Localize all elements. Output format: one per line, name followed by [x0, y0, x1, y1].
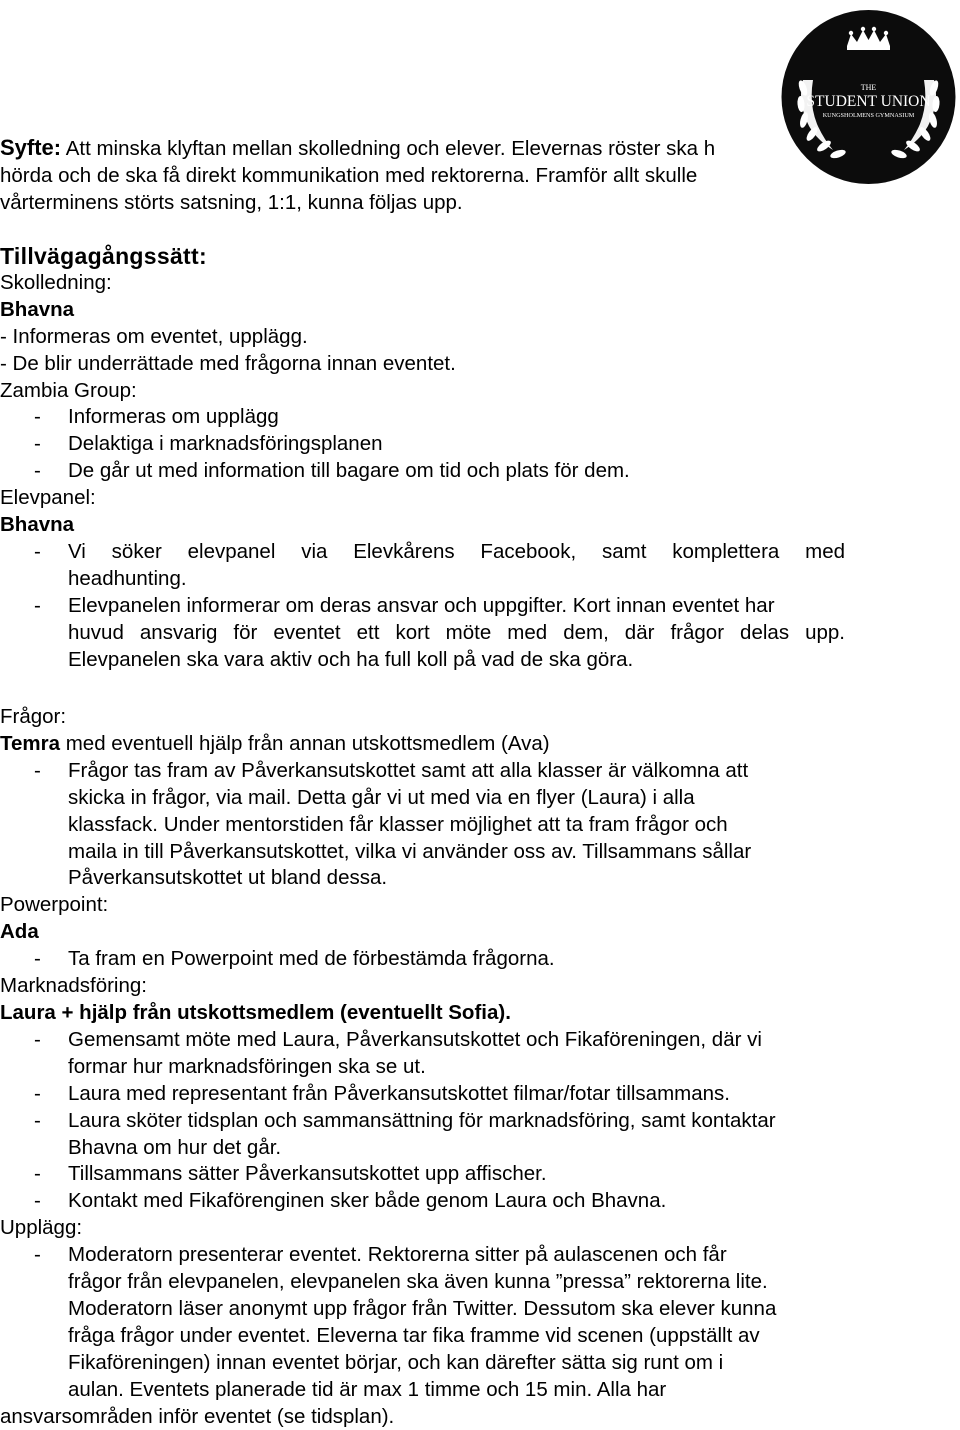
questions-section: [0, 704, 860, 1430]
list-item: - De går ut med information till bagare om tid och plats för dem.: [34, 459, 630, 483]
list-item: - Frågor tas fram av Påverkansutskottet samt att alla klasser är välkomna att skicka in frågor, via mail. Detta går vi ut med via en flyer (Laura) i alla klassfack. Under mentorstiden får klasser möjlighet att ta fram frågor och maila in till Påverkansutskottet, vilka vi använder oss av. Tillsammans sållar Påverkansutskottet ut bland dessa.: [34, 758, 752, 890]
purpose-text-line-2: hörda och de ska få direkt kommunikation med rektorerna. Framför allt skulle: [0, 164, 698, 187]
purpose-text-line-3: vårterminens störts satsning, 1:1, kunna följas upp.: [0, 191, 463, 214]
purpose-text-line-1: Att minska klyftan mellan skolledning och elever. Elevernas röster ska h: [65, 137, 716, 160]
student-union-logo: [781, 6, 956, 188]
list-item: - Laura med representant från Påverkansutskottet filmar/fotar tillsammans.: [34, 1081, 730, 1105]
list-item: - De blir underrättade med frågorna innan eventet.: [0, 351, 456, 375]
method-heading: Tillvägagångssätt:: [0, 243, 207, 269]
list-item: - Moderatorn presenterar eventet. Rektorerna sitter på aulascenen och får frågor från elevpanelen, elevpanelen ska även kunna ”pressa” rektorerna lite. Moderatorn läser anonymt upp frågor från Twitter. Dessutom ska elever kunna fråga frågor under eventet. Eleverna tar fika framme vid scenen (uppställt av Fikaföreningen) innan eventet börjar, och kan därefter sätta sig runt om i aulan. Eventets planerade tid är max 1 timme och 15 min. Alla har: [34, 1243, 777, 1401]
questions-label: Frågor:: [0, 705, 67, 728]
elevpanel-label: Elevpanel:: [0, 486, 96, 510]
skolledning-owner: Bhavna: [0, 297, 75, 321]
layout-last-line: ansvarsområden inför eventet (se tidsplan).: [0, 1404, 395, 1428]
marketing-owner: Laura + hjälp från utskottsmedlem (eventuellt Sofia).: [0, 1000, 511, 1024]
powerpoint-owner: Ada: [0, 920, 39, 944]
purpose-paragraph: [0, 134, 790, 216]
layout-label: Upplägg:: [0, 1216, 83, 1240]
svg-text:THE: THE: [860, 83, 877, 92]
list-item: - Tillsammans sätter Påverkansutskottet upp affischer.: [34, 1162, 547, 1186]
marketing-label: Marknadsföring:: [0, 974, 147, 998]
elevpanel-owner: Bhavna: [0, 513, 75, 537]
svg-text:STUDENT UNION: STUDENT UNION: [806, 93, 931, 110]
list-item: - Kontakt med Fikaförenginen sker både genom Laura och Bhavna.: [34, 1189, 667, 1213]
powerpoint-label: Powerpoint:: [0, 893, 109, 917]
list-item: - Informeras om upplägg: [34, 405, 279, 429]
list-item: - Delaktiga i marknadsföringsplanen: [34, 432, 383, 456]
purpose-label: Syfte:: [0, 135, 62, 160]
list-item: - Elevpanelen informerar om deras ansvar och uppgifter. Kort innan eventet har huvud ansvarig för eventet ett kort möte med dem, där frågor delas upp. Elevpanelen ska vara aktiv och ha full koll på vad de ska göra.: [34, 593, 845, 671]
questions-owner: Temra med eventuell hjälp från annan utskottsmedlem (Ava): [0, 731, 550, 755]
list-item: - Ta fram en Powerpoint med de förbestämda frågorna.: [34, 947, 555, 971]
list-item: - Vi söker elevpanel via Elevkårens Facebook, samt komplettera med headhunting.: [34, 539, 845, 590]
skolledning-label: Skolledning:: [0, 270, 112, 294]
zambia-label: Zambia Group:: [0, 378, 137, 402]
list-item: - Laura sköter tidsplan och sammansättning för marknadsföring, samt kontaktar Bhavna om hur det går.: [34, 1108, 776, 1159]
list-item: - Gemensamt möte med Laura, Påverkansutskottet och Fikaföreningen, där vi formar hur marknadsföringen ska se ut.: [34, 1027, 762, 1078]
method-section: [0, 243, 860, 674]
list-item: - Informeras om eventet, upplägg.: [0, 324, 308, 348]
svg-text:KUNGSHOLMENS GYMNASIUM: KUNGSHOLMENS GYMNASIUM: [822, 112, 915, 119]
